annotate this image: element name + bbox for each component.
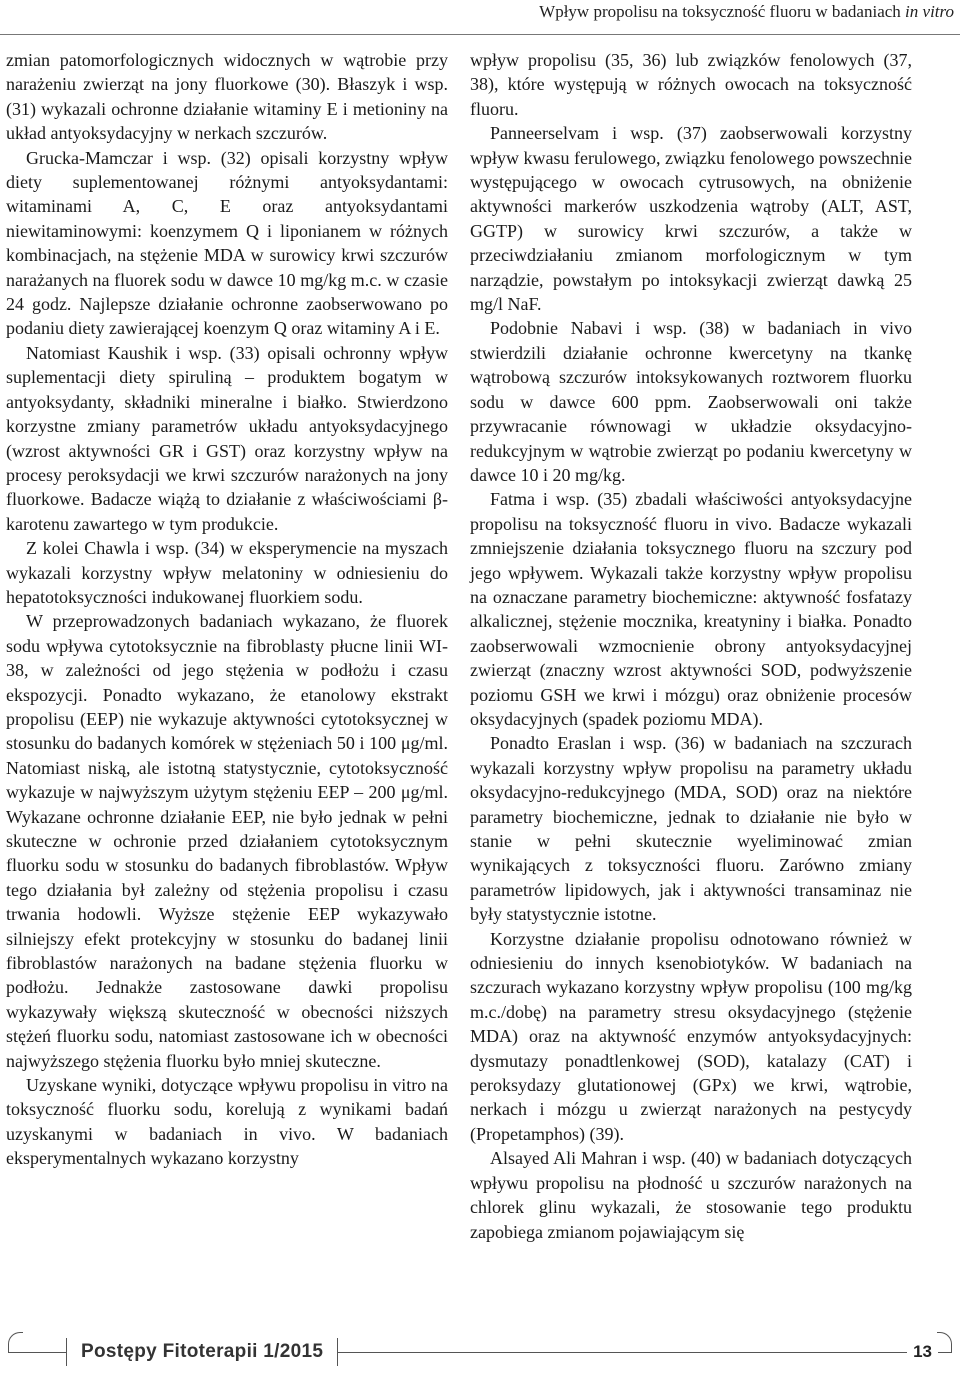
- paragraph: Korzystne działanie propolisu odnotowano również w odniesieniu do innych ksenobiotyków. W badaniach na szczurach wykazano korzystny wpływ propolisu (100 mg/kg m.c./dobę) na parametry stresu oksydacyjnego (stężenie MDA) oraz na aktywność enzymów antyoksydacyjnych: dysmutazy ponadtlenkowej (SOD), katalazy (CAT) i peroksydazy glutationowej (GPx) we krwi, wątrobie, nerkach i mózgu u zwierząt narażonych na pestycydy (Propetamphos) (39).: [470, 928, 912, 1144]
- journal-title: Postępy Fitoterapii 1/2015: [66, 1338, 338, 1366]
- paragraph: zmian patomorfologicznych widocznych w wątrobie przy narażeniu zwierząt na jony fluorkowe (30). Błaszyk i wsp. (31) wykazali ochronne działanie witaminy E i metioniny na układ antyoksydacyjny w nerkach szczurów.: [6, 50, 448, 144]
- right-column: [470, 48, 912, 1244]
- paragraph: Panneerselvam i wsp. (37) zaobserwowali korzystny wpływ kwasu ferulowego, związku fenolowego powszechnie występującego w owocach cytrusowych, na obniżenie aktywności markerów uszkodzenia wątroby (ALT, AST, GGTP) w surowicy krwi szczurów, a także w przeciwdziałaniu zmianom morfologicznym w tym narządzie, powstałym po intoksykacji zwierząt dawką 25 mg/l NaF.: [470, 123, 912, 315]
- running-head-italic: in vitro: [905, 2, 954, 21]
- paragraph: Uzyskane wyniki, dotyczące wpływu propolisu in vitro na toksyczność fluorku sodu, korelują z wynikami badań uzyskanymi w badaniach in vivo. W badaniach eksperymentalnych wykazano korzystny: [6, 1075, 448, 1169]
- paragraph: Alsayed Ali Mahran i wsp. (40) w badaniach dotyczących wpływu propolisu na płodność u szczurów narażonych na chlorek glinu wykazali, że stosowanie tego produktu zapobiega zmianom pojawiającym się: [470, 1148, 912, 1242]
- page-number: 13: [907, 1338, 938, 1366]
- paragraph: W przeprowadzonych badaniach wykazano, że fluorek sodu wpływa cytotoksycznie na fibroblasty płucne linii WI-38, w zależności od jego stężenia w podłożu i czasu ekspozycji. Ponadto wykazano, że etanolowy ekstrakt propolisu (EEP) nie wykazuje aktywności cytotoksycznej w stosunku do badanych komórek w stężeniach 50 i 100 μg/ml. Natomiast niską, ale istotną statystycznie, cytotoksyczność wykazuje w najwyższym użytym stężeniu EEP – 200 μg/ml. Wykazane ochronne działanie EEP, nie było jednak w pełni skuteczne w ochronie przed działaniem cytotoksycznym fluorku sodu w stosunku do badanych fibroblastów. Wpływ tego działania był zależny od stężenia propolisu i czasu trwania hodowli. Wyższe stężenie EEP wykazywało silniejszy efekt protekcyjny w stosunku do badanej linii fibroblastów narażonych na badane stężenia fluorku w podłożu. Jednakże zastosowane dawki propolisu wykazywały większą skuteczność w obecności niższych stężeń fluorku sodu, natomiast zastosowane ich w obecności najwyższego stężenia fluorku było mniej skuteczne.: [6, 611, 448, 1071]
- running-head: [539, 2, 954, 22]
- paragraph: Natomiast Kaushik i wsp. (33) opisali ochronny wpływ suplementacji diety spiruliną – produktem bogatym w antyoksydanty, składniki mineralne i białko. Stwierdzono korzystne zmiany parametrów układu antyoksydacyjnego (wzrost aktywności GR i GST) oraz korzystny wpływ na procesy peroksydacji we krwi szczurów narażonych na jony fluorkowe. Badacze wiążą to działanie z właściwościami β-karotenu zawartego w tym produkcie.: [6, 342, 448, 534]
- footer-frame-left: [8, 1332, 23, 1353]
- page-footer: [0, 1330, 960, 1374]
- paragraph: Grucka-Mamczar i wsp. (32) opisali korzystny wpływ diety suplementowanej różnymi antyoksydantami: witaminami A, C, E oraz antyoksydantami niewitaminowymi: koenzymem Q i liponianem w różnych kombinacjach, na stężenie MDA w surowicy krwi szczurów narażanych na fluorek sodu w dawce 10 mg/kg m.c. w czasie 24 godz. Najlepsze działanie ochronne zaobserwowano po podaniu diety zawierającej koenzym Q oraz witaminy A i E.: [6, 147, 448, 339]
- running-head-text: Wpływ propolisu na toksyczność fluoru w badaniach: [539, 2, 901, 21]
- paragraph: Z kolei Chawla i wsp. (34) w eksperymencie na myszach wykazali korzystny wpływ melatoniny w odniesieniu do hepatotoksyczności indukowanej fluorkiem sodu.: [6, 538, 448, 607]
- paragraph: Fatma i wsp. (35) zbadali właściwości antyoksydacyjne propolisu na toksyczność fluoru in vivo. Badacze wykazali zmniejszenie działania toksycznego fluoru na szczury pod jego wpływem. Wykazali także korzystny wpływ propolisu na oznaczane parametry biochemiczne: aktywność fosfatazy alkalicznej, stężenie mocznika, kreatyniny i białka. Ponadto zaobserwowali wzmocnienie obrony antyoksydacyjnej zwierząt (znaczny wzrost aktywności SOD, podwyższenie poziomu GSH we krwi i mózgu) oraz obniżenie procesów oksydacyjnych (spadek poziomu MDA).: [470, 489, 912, 729]
- paragraph: Ponadto Eraslan i wsp. (36) w badaniach na szczurach wykazali korzystny wpływ propolisu na parametry układu oksydacyjno-redukcyjnego (MDA, SOD) oraz na niektóre parametry biochemiczne, jednak to działanie nie było w stanie w pełni skutecznie wyeliminować zmian wynikających z toksyczności fluoru. Zarówno zmiany parametrów lipidowych, jak i aktywności transaminaz nie były statystycznie istotne.: [470, 733, 912, 925]
- paragraph: wpływ propolisu (35, 36) lub związków fenolowych (37, 38), które występują w różnych owocach na toksyczność fluoru.: [470, 50, 912, 119]
- left-column: [6, 48, 448, 1171]
- page-header: [0, 0, 960, 35]
- paragraph: Podobnie Nabavi i wsp. (38) w badaniach in vivo stwierdzili działanie ochronne kwercetyny na tkankę wątrobową szczurów intoksykowanych roztworem fluorku sodu w dawce 600 ppm. Zaobserwowali oni także przywracanie równowagi w układzie oksydacyjno-redukcyjnym w wątrobie zwierząt po podaniu kwercetyny w dawce 10 i 20 mg/kg.: [470, 318, 912, 485]
- footer-frame-right: [937, 1332, 952, 1353]
